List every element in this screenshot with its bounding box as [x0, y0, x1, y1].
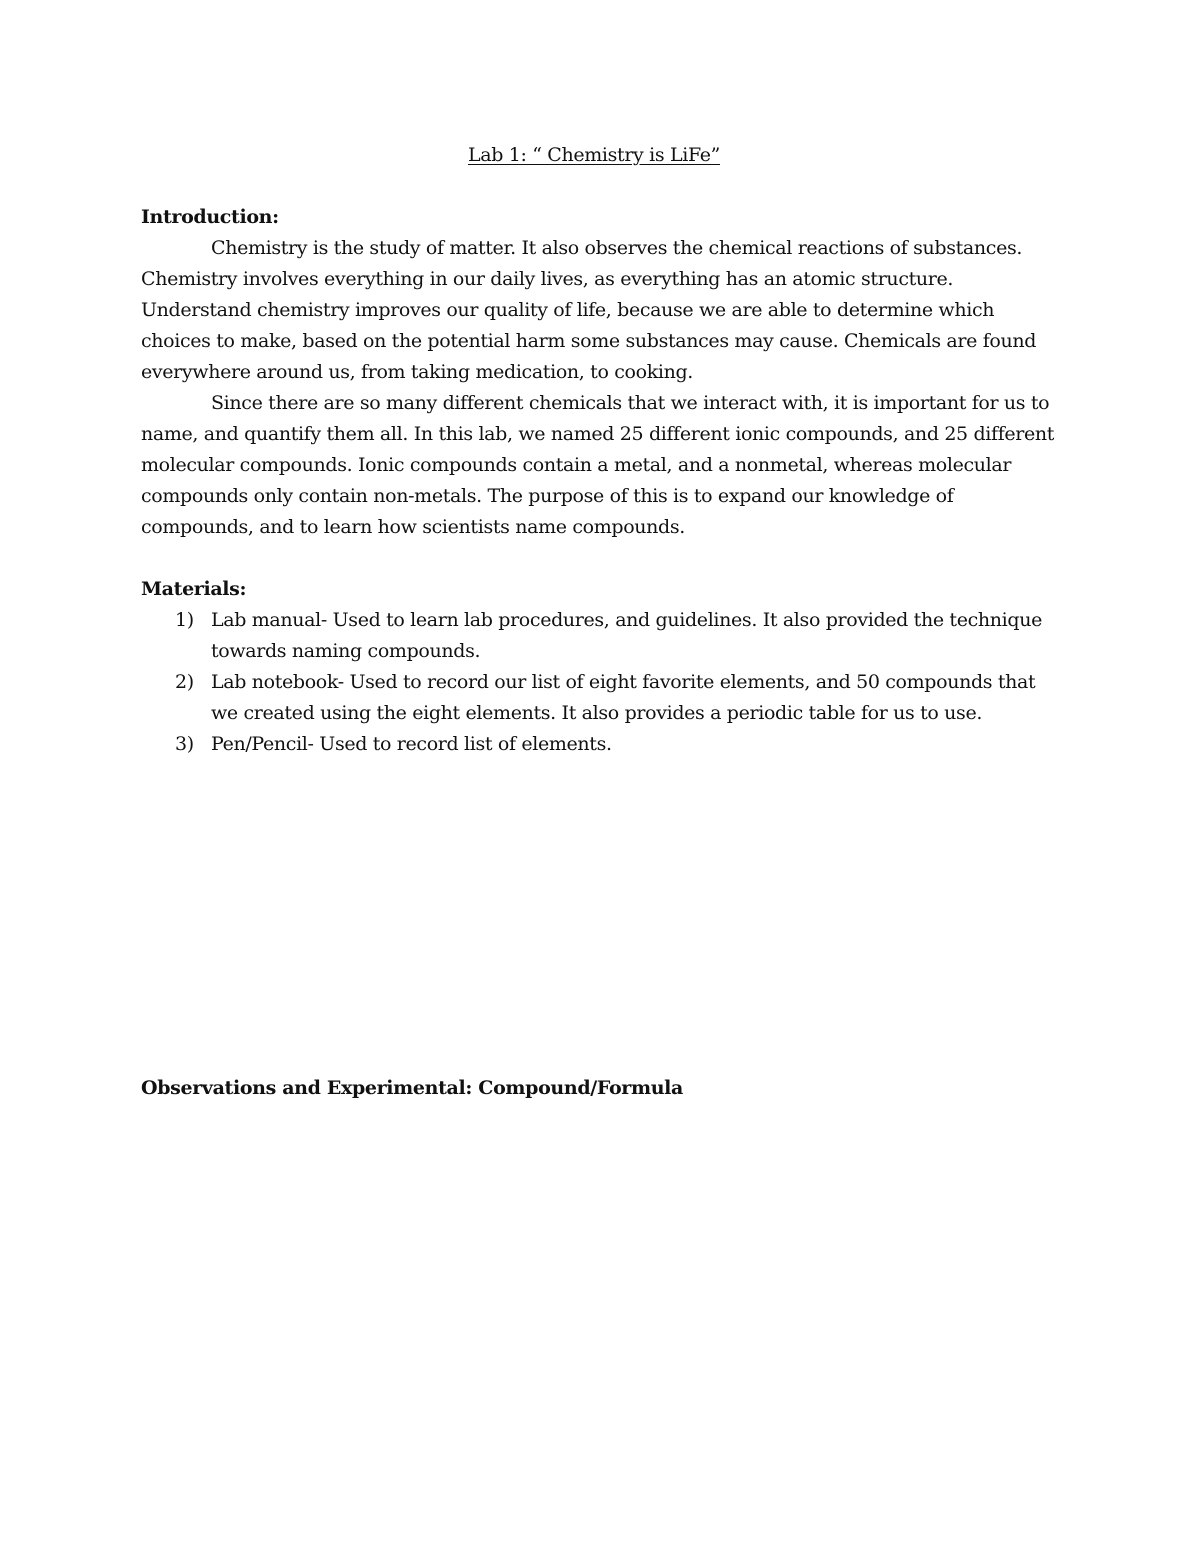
list-item	[141, 729, 1061, 760]
materials-list	[141, 605, 1061, 760]
introduction-heading: Introduction:	[141, 206, 279, 228]
list-item-text: Lab notebook- Used to record our list of eight favorite elements, and 50 compounds that we created using the eight elements. It also provides a periodic table for us to use.	[211, 671, 1036, 724]
observations-heading: Observations and Experimental: Compound/Formula	[141, 1077, 683, 1099]
list-item-text: Lab manual- Used to learn lab procedures, and guidelines. It also provided the technique towards naming compounds.	[211, 609, 1042, 662]
document-title: Lab 1: “ Chemistry is LiFe”	[468, 144, 720, 166]
list-item-number: 1)	[175, 609, 194, 631]
document-body	[141, 140, 1061, 760]
introduction-paragraph-2: Since there are so many different chemicals that we interact with, it is important for us to name, and quantify them all. In this lab, we named 25 different ionic compounds, and 25 different molecular compounds. Ionic compounds contain a metal, and a nonmetal, whereas molecular compounds only contain non-metals. The purpose of this is to expand our knowledge of compounds, and to learn how scientists name compounds.	[141, 392, 1055, 538]
list-item	[141, 605, 1061, 667]
materials-heading: Materials:	[141, 578, 247, 600]
list-item-number: 2)	[175, 671, 194, 693]
list-item-text: Pen/Pencil- Used to record list of elements.	[211, 733, 612, 755]
list-item-number: 3)	[175, 733, 194, 755]
list-item	[141, 667, 1061, 729]
introduction-paragraph-1: Chemistry is the study of matter. It also observes the chemical reactions of substances. Chemistry involves everything in our daily lives, as everything has an atomic structure. Understand chemistry improves our quality of life, because we are able to determine which choices to make, based on the potential harm some substances may cause. Chemicals are found everywhere around us, from taking medication, to cooking.	[141, 237, 1037, 383]
